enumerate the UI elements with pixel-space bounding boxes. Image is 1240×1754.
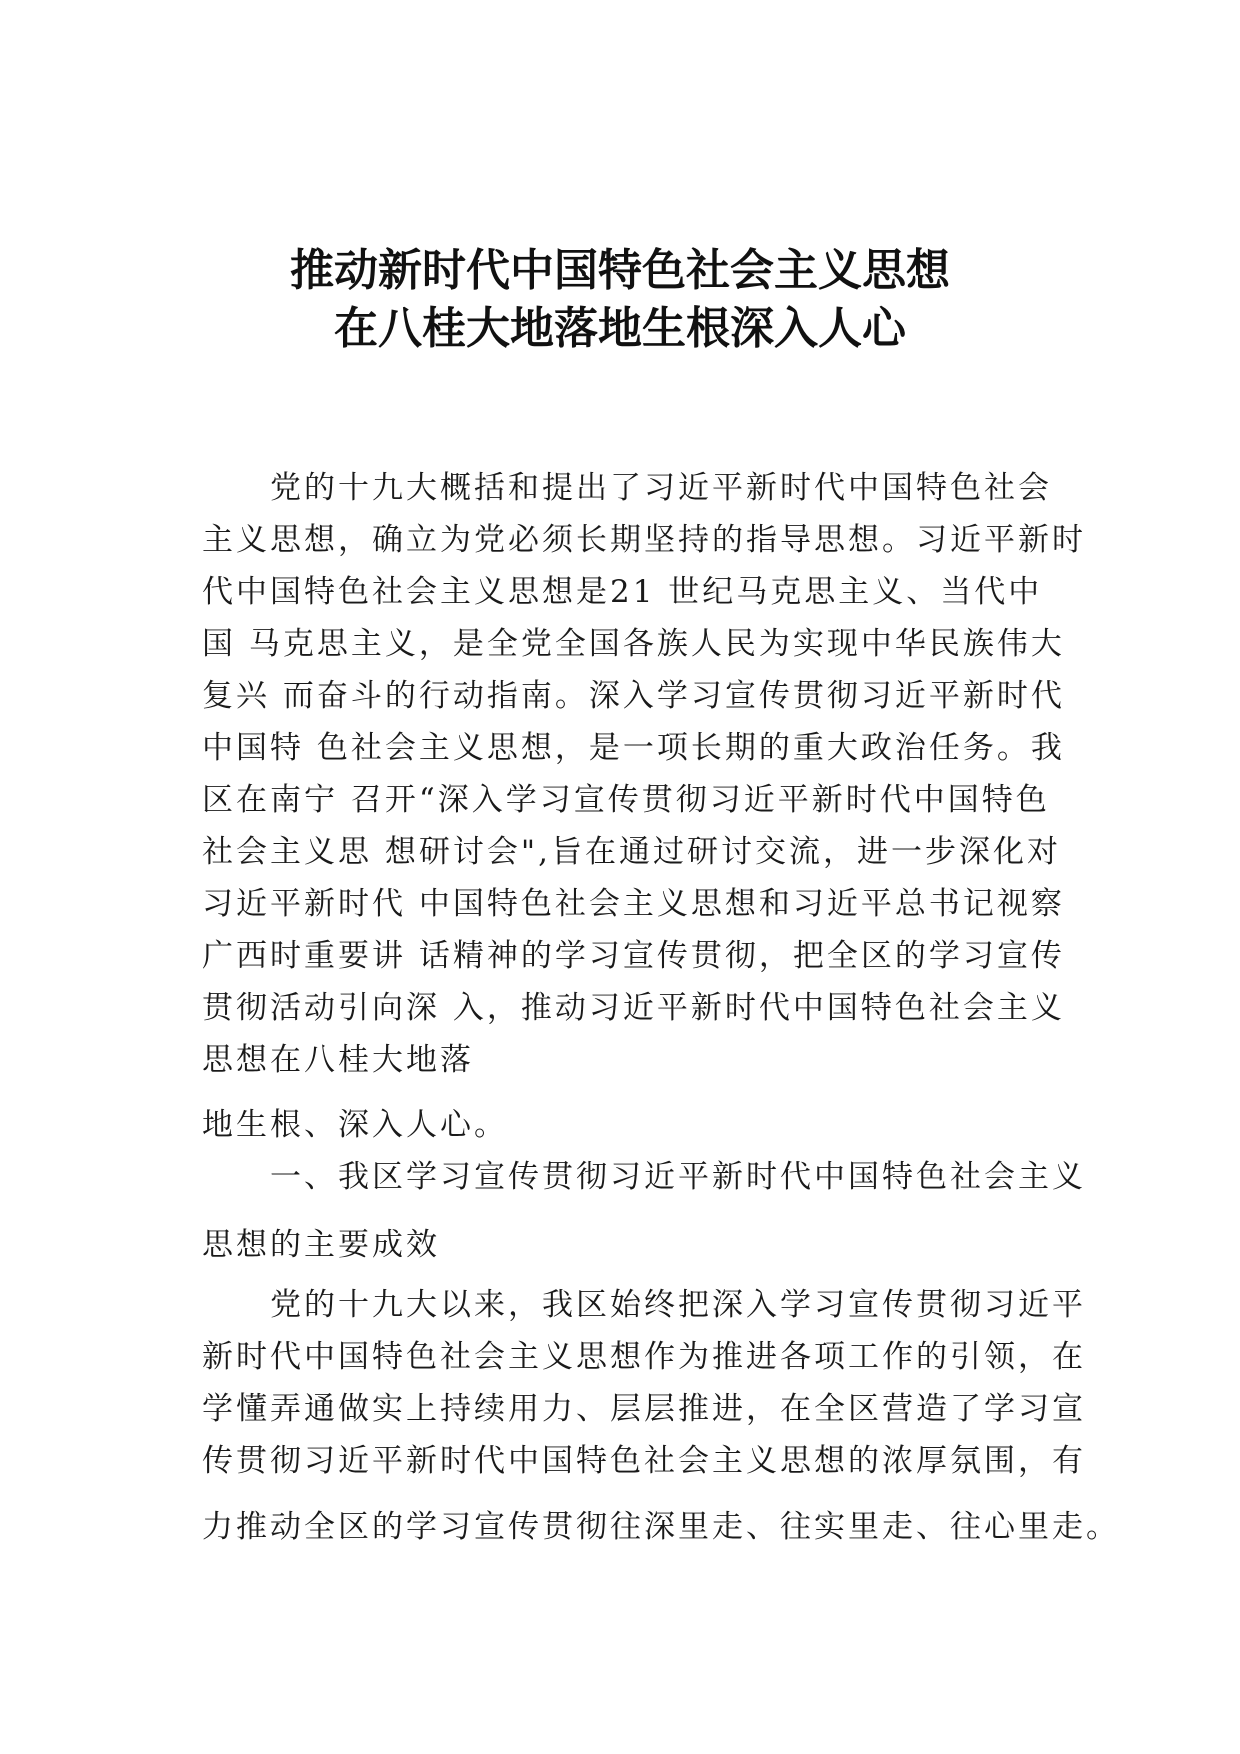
body-line: 社会主义思 想研讨会",旨在通过研讨交流，进一步深化对 — [202, 834, 1061, 870]
body-line: 复兴 而奋斗的行动指南。深入学习宣传贯彻习近平新时代 — [202, 678, 1065, 714]
body-line: 思想在八桂大地落 — [202, 1042, 474, 1078]
body-line: 党的十九大以来，我区始终把深入学习宣传贯彻习近平 — [202, 1287, 1086, 1323]
body-line: 学懂弄通做实上持续用力、层层推进，在全区营造了学习宣 — [202, 1391, 1086, 1427]
body-line: 中国特 色社会主义思想，是一项长期的重大政治任务。我 — [202, 730, 1065, 766]
body-line: 力推动全区的学习宣传贯彻往深里走、往实里走、往心里走。 — [202, 1509, 1120, 1545]
body-line: 新时代中国特色社会主义思想作为推进各项工作的引领，在 — [202, 1339, 1086, 1375]
document-title — [0, 242, 1240, 358]
body-line: 区在南宁 召开“深入学习宣传贯彻习近平新时代中国特色 — [202, 782, 1050, 818]
body-line: 党的十九大概括和提出了习近平新时代中国特色社会 — [202, 470, 1052, 506]
body-line: 广西时重要讲 话精神的学习宣传贯彻，把全区的学习宣传 — [202, 938, 1065, 974]
body-line: 国 马克思主义，是全党全国各族人民为实现中华民族伟大 — [202, 626, 1065, 662]
section-heading-line-2: 思想的主要成效 — [202, 1227, 440, 1263]
body-line: 贯彻活动引向深 入，推动习近平新时代中国特色社会主义 — [202, 990, 1065, 1026]
section-heading-line-1: 一、我区学习宣传贯彻习近平新时代中国特色社会主义 — [202, 1159, 1086, 1195]
body-line: 习近平新时代 中国特色社会主义思想和习近平总书记视察 — [202, 886, 1065, 922]
title-line-2: 在八桂大地落地生根深入人心 — [334, 303, 906, 354]
body-line: 地生根、深入人心。 — [202, 1107, 508, 1143]
body-line: 传贯彻习近平新时代中国特色社会主义思想的浓厚氛围，有 — [202, 1443, 1086, 1479]
body-line: 代中国特色社会主义思想是21 世纪马克思主义、当代中 — [202, 574, 1043, 610]
title-line-1: 推动新时代中国特色社会主义思想 — [290, 245, 950, 296]
body-line: 主义思想，确立为党必须长期坚持的指导思想。习近平新时 — [202, 522, 1086, 558]
